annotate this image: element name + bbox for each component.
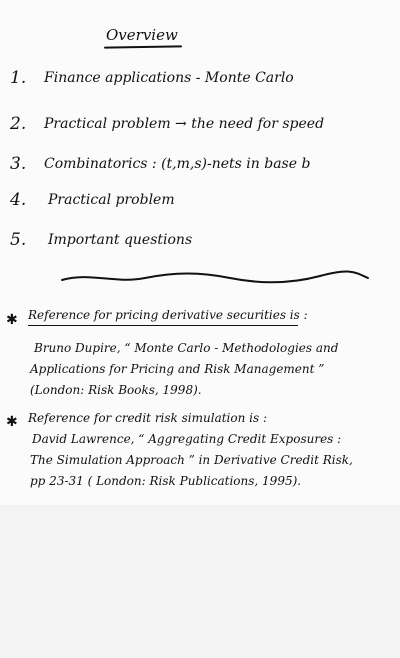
slide-title: Overview: [106, 26, 178, 44]
item-number: 2.: [10, 114, 27, 134]
reference-line: The Simulation Approach ” in Derivative Credit Risk,: [30, 453, 353, 467]
reference-line: David Lawrence, “ Aggregating Credit Exposures :: [32, 432, 342, 446]
reference-line: (London: Risk Books, 1998).: [30, 383, 202, 397]
asterisk-icon: ✱: [6, 312, 18, 328]
item-number: 1.: [10, 68, 27, 88]
reference-line: Applications for Pricing and Risk Management ”: [30, 362, 325, 376]
item-text: Important questions: [48, 232, 193, 248]
item-text: Practical problem: [48, 192, 175, 208]
item-text: Combinatorics : (t,m,s)-nets in base b: [44, 156, 311, 172]
item-number: 5.: [10, 230, 27, 250]
reference-line: pp 23-31 ( London: Risk Publications, 1995).: [30, 474, 302, 488]
title-underline: [104, 45, 182, 48]
reference-line: Bruno Dupire, “ Monte Carlo - Methodologies and: [34, 341, 339, 355]
reference-heading: Reference for credit risk simulation is :: [28, 411, 268, 425]
wavy-divider: [60, 266, 370, 288]
heading-underline: [28, 325, 298, 326]
item-number: 3.: [10, 154, 27, 174]
item-number: 4.: [10, 190, 27, 210]
item-text: Practical problem → the need for speed: [44, 116, 325, 132]
asterisk-icon: ✱: [6, 414, 18, 430]
reference-heading: Reference for pricing derivative securities is :: [28, 308, 308, 322]
item-text: Finance applications - Monte Carlo: [44, 70, 294, 86]
